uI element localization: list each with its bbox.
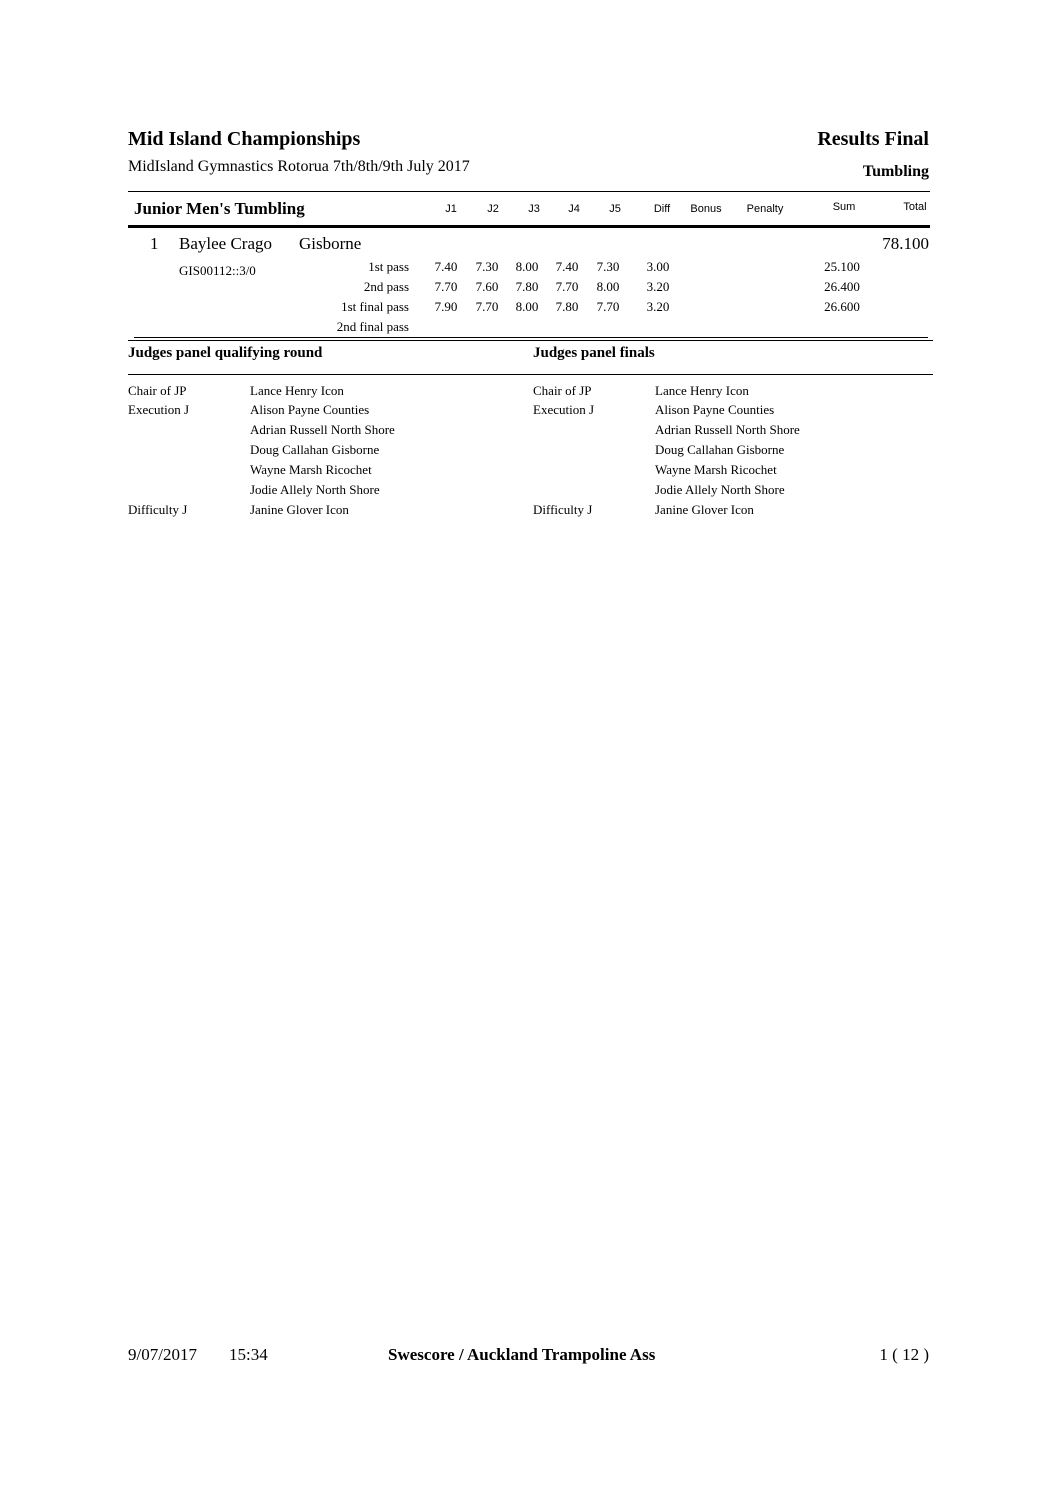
score-j1: 7.40 bbox=[434, 259, 458, 274]
column-header-j3: J3 bbox=[528, 203, 540, 215]
judges-finals-title: Judges panel finals bbox=[533, 345, 655, 361]
score-j2: 7.30 bbox=[475, 259, 499, 274]
category-divider bbox=[128, 225, 930, 228]
judge-name: Wayne Marsh Ricochet bbox=[250, 462, 372, 477]
column-header-j5: J5 bbox=[609, 203, 621, 215]
score-j2: 7.70 bbox=[475, 299, 499, 314]
score-j5: 8.00 bbox=[596, 279, 620, 294]
pass-label: 2nd final pass bbox=[336, 319, 409, 334]
category-title: Junior Men's Tumbling bbox=[134, 199, 305, 218]
score-sum: 26.600 bbox=[824, 299, 860, 314]
column-header-j4: J4 bbox=[568, 203, 580, 215]
score-j4: 7.70 bbox=[555, 279, 579, 294]
pass-label: 1st final pass bbox=[341, 299, 409, 314]
judge-name: Janine Glover Icon bbox=[655, 502, 754, 517]
pass-label: 1st pass bbox=[368, 259, 409, 274]
judge-name: Wayne Marsh Ricochet bbox=[655, 462, 777, 477]
column-header-total: Total bbox=[903, 201, 927, 213]
score-j5: 7.70 bbox=[596, 299, 620, 314]
judge-name: Adrian Russell North Shore bbox=[250, 422, 395, 437]
athlete-rank: 1 bbox=[150, 234, 159, 253]
judge-name: Doug Callahan Gisborne bbox=[250, 442, 380, 457]
event-subtitle: MidIsland Gymnastics Rotorua 7th/8th/9th July 2017 bbox=[128, 158, 470, 175]
score-j2: 7.60 bbox=[475, 279, 499, 294]
score-sum: 26.400 bbox=[824, 279, 860, 294]
judge-name: Janine Glover Icon bbox=[250, 502, 349, 517]
column-header-diff: Diff bbox=[653, 203, 671, 215]
judge-name: Doug Callahan Gisborne bbox=[655, 442, 785, 457]
judge-name: Alison Payne Counties bbox=[250, 402, 370, 417]
judge-role: Difficulty J bbox=[533, 502, 593, 517]
score-j5: 7.30 bbox=[596, 259, 620, 274]
score-j4: 7.80 bbox=[555, 299, 579, 314]
score-j1: 7.70 bbox=[434, 279, 458, 294]
athlete-divider bbox=[134, 337, 928, 338]
judges-divider bbox=[128, 374, 933, 375]
judge-role: Execution J bbox=[533, 402, 595, 417]
judge-role: Chair of JP bbox=[533, 383, 592, 398]
judge-role: Difficulty J bbox=[128, 502, 188, 517]
column-header-sum: Sum bbox=[832, 201, 856, 213]
page-title: Mid Island Championships bbox=[128, 128, 361, 150]
score-diff: 3.20 bbox=[646, 279, 670, 294]
athlete-name: Baylee Crago bbox=[179, 234, 272, 253]
score-diff: 3.00 bbox=[646, 259, 670, 274]
judge-name: Lance Henry Icon bbox=[655, 383, 749, 398]
judge-name: Jodie Allely North Shore bbox=[655, 482, 785, 497]
results-status: Results Final bbox=[817, 128, 929, 150]
judge-name: Alison Payne Counties bbox=[655, 402, 775, 417]
discipline-label: Tumbling bbox=[862, 163, 929, 180]
footer-time: 15:34 bbox=[229, 1345, 268, 1364]
athlete-registration-id: GIS00112::3/0 bbox=[179, 263, 256, 278]
judges-qualifying-title: Judges panel qualifying round bbox=[128, 345, 323, 361]
column-header-j2: J2 bbox=[487, 203, 499, 215]
judge-name: Jodie Allely North Shore bbox=[250, 482, 380, 497]
score-j3: 7.80 bbox=[515, 279, 539, 294]
header-divider bbox=[128, 191, 930, 192]
score-j3: 8.00 bbox=[515, 299, 539, 314]
score-sum: 25.100 bbox=[824, 259, 860, 274]
footer-date: 9/07/2017 bbox=[128, 1345, 197, 1364]
score-diff: 3.20 bbox=[646, 299, 670, 314]
athlete-total: 78.100 bbox=[882, 234, 929, 253]
column-header-bonus: Bonus bbox=[690, 203, 722, 215]
column-header-penalty: Penalty bbox=[746, 203, 784, 215]
column-header-j1: J1 bbox=[445, 203, 457, 215]
footer-page-number: 1 ( 12 ) bbox=[879, 1345, 929, 1364]
athlete-divider bbox=[128, 340, 933, 341]
judge-role: Chair of JP bbox=[128, 383, 187, 398]
score-j1: 7.90 bbox=[434, 299, 458, 314]
pass-label: 2nd pass bbox=[363, 279, 409, 294]
footer-source: Swescore / Auckland Trampoline Ass bbox=[388, 1345, 656, 1364]
score-j4: 7.40 bbox=[555, 259, 579, 274]
score-j3: 8.00 bbox=[515, 259, 539, 274]
judge-role: Execution J bbox=[128, 402, 190, 417]
athlete-club: Gisborne bbox=[299, 234, 362, 253]
judge-name: Adrian Russell North Shore bbox=[655, 422, 800, 437]
judge-name: Lance Henry Icon bbox=[250, 383, 344, 398]
